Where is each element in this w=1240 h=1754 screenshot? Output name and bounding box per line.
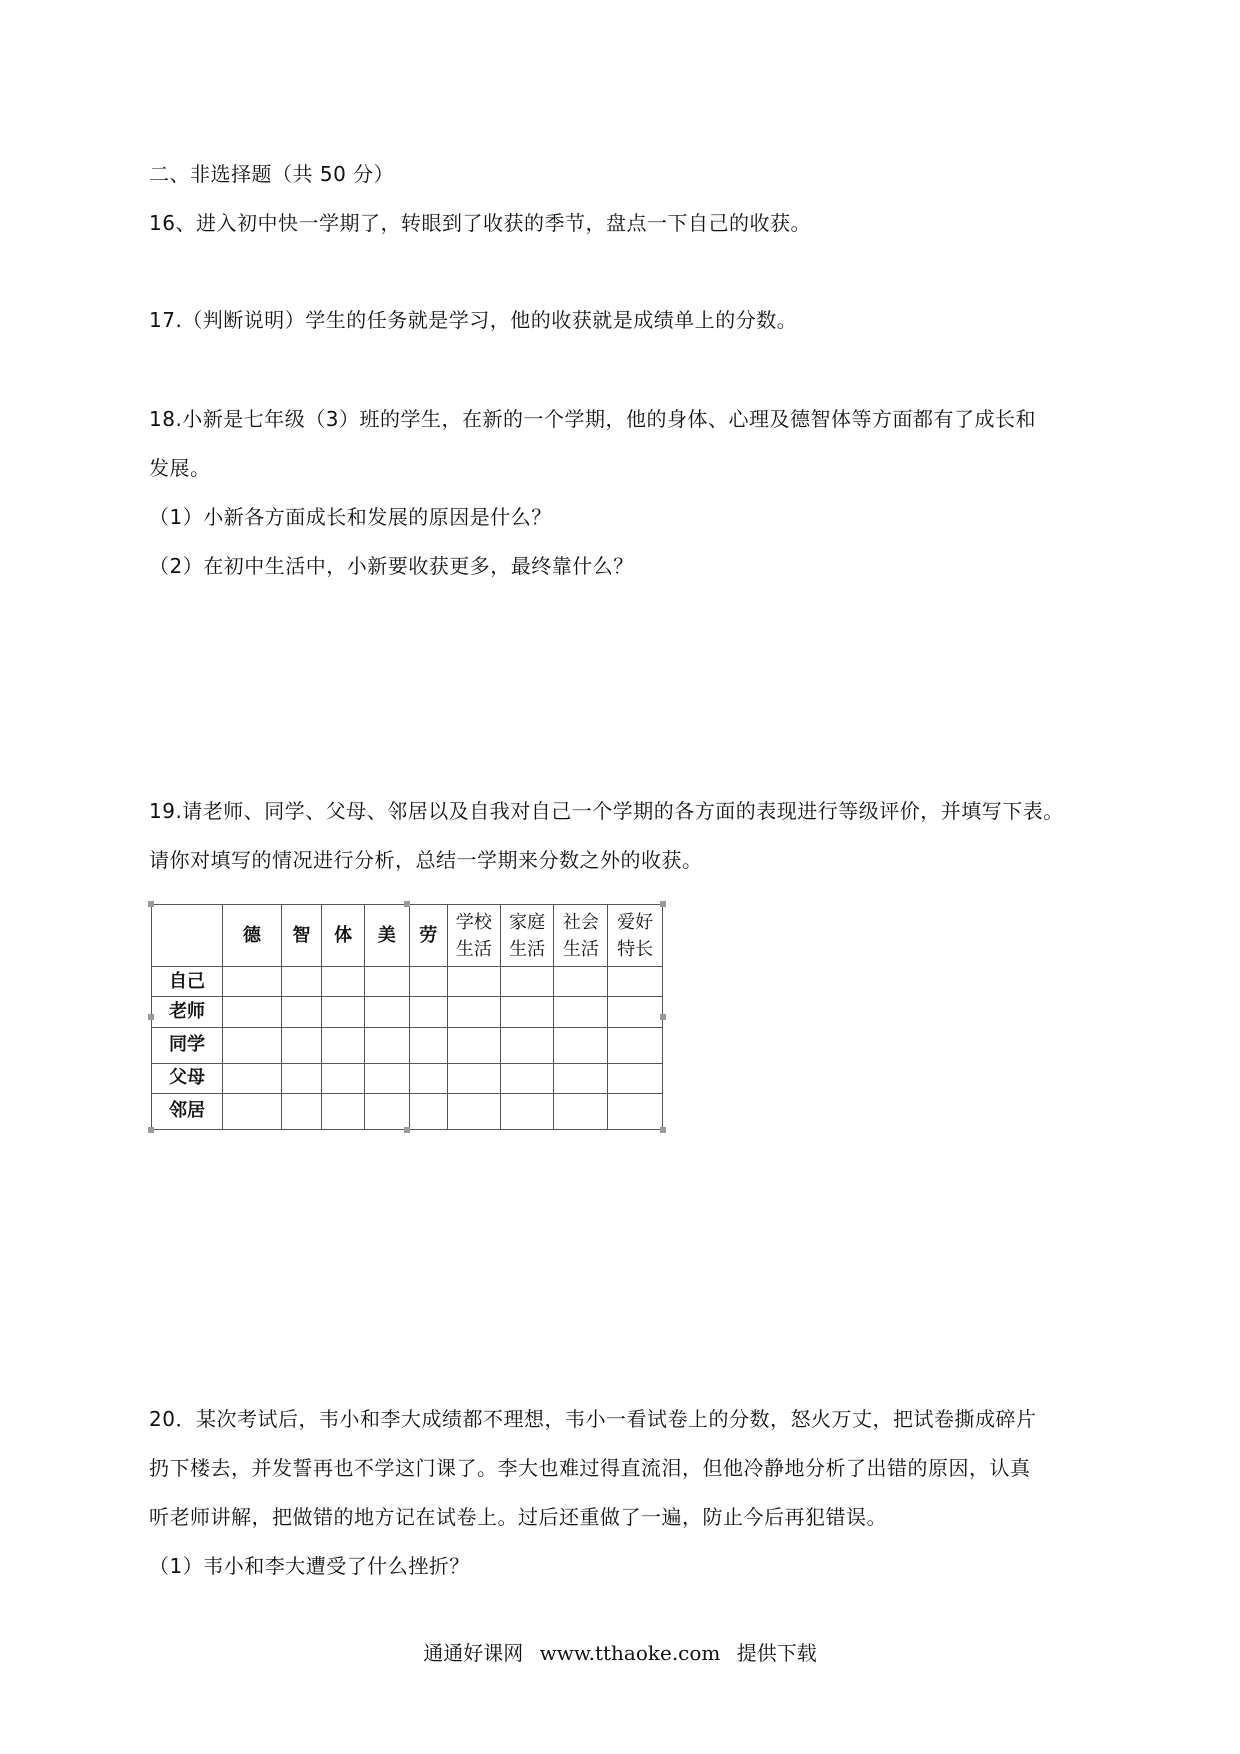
grade-cell[interactable] xyxy=(364,997,409,1027)
table-header-row xyxy=(152,905,663,967)
question-20-line-1: 20．某次考试后，韦小和李大成绩都不理想，韦小一看试卷上的分数，怒火万丈，把试卷撕成碎片 xyxy=(149,1407,1037,1431)
grade-cell[interactable] xyxy=(448,1027,501,1063)
page-footer xyxy=(0,1639,1240,1667)
grade-cell[interactable] xyxy=(409,997,448,1027)
grade-cell[interactable] xyxy=(222,1063,281,1093)
grade-cell[interactable] xyxy=(322,1093,365,1129)
grade-cell[interactable] xyxy=(608,1093,663,1129)
header-de: 德 xyxy=(222,905,281,967)
grade-cell[interactable] xyxy=(409,1063,448,1093)
grade-cell[interactable] xyxy=(500,1093,554,1129)
grade-cell[interactable] xyxy=(608,1027,663,1063)
question-20-line-2: 扔下楼去，并发誓再也不学这门课了。李大也难过得直流泪，但他冷静地分析了出错的原因，认真 xyxy=(149,1456,1031,1480)
grade-cell[interactable] xyxy=(322,997,365,1027)
header-lao: 劳 xyxy=(409,905,448,967)
grade-cell[interactable] xyxy=(409,1093,448,1129)
table-row xyxy=(152,1063,663,1093)
table-row xyxy=(152,1027,663,1063)
grade-cell[interactable] xyxy=(409,1027,448,1063)
grade-cell[interactable] xyxy=(608,967,663,997)
grade-cell[interactable] xyxy=(281,967,322,997)
footer-site-name: 通通好课网 xyxy=(423,1641,524,1665)
grade-cell[interactable] xyxy=(222,1093,281,1129)
resize-handle-middle-right[interactable] xyxy=(660,1014,666,1020)
question-18-line-1: 18.小新是七年级（3）班的学生，在新的一个学期，他的身体、心理及德智体等方面都有了成长和 xyxy=(149,407,1037,431)
header-hobbies: 爱好 特长 xyxy=(608,905,663,967)
grade-cell[interactable] xyxy=(281,997,322,1027)
footer-note: 提供下载 xyxy=(736,1641,817,1665)
header-ti: 体 xyxy=(322,905,365,967)
header-family-life: 家庭 生活 xyxy=(500,905,554,967)
question-19-line-1: 19.请老师、同学、父母、邻居以及自我对自己一个学期的各方面的表现进行等级评价，并填写下表。 xyxy=(149,799,1064,823)
grade-cell[interactable] xyxy=(554,997,608,1027)
resize-handle-bottom-right[interactable] xyxy=(660,1127,666,1133)
grade-cell[interactable] xyxy=(364,1093,409,1129)
resize-handle-middle-left[interactable] xyxy=(148,1014,154,1020)
grade-cell[interactable] xyxy=(448,1093,501,1129)
question-18-sub-2: （2）在初中生活中，小新要收获更多，最终靠什么？ xyxy=(149,554,634,578)
resize-handle-bottom-left[interactable] xyxy=(148,1127,154,1133)
section-title: 二、非选择题（共 50 分） xyxy=(149,162,395,186)
row-label-teacher: 老师 xyxy=(152,997,223,1027)
header-school-life: 学校 生活 xyxy=(448,905,501,967)
question-18-line-2: 发展。 xyxy=(149,456,211,480)
grade-cell[interactable] xyxy=(364,967,409,997)
table-row xyxy=(152,1093,663,1129)
grade-cell[interactable] xyxy=(281,1093,322,1129)
row-label-classmate: 同学 xyxy=(152,1027,223,1063)
grade-cell[interactable] xyxy=(448,1063,501,1093)
header-mei: 美 xyxy=(364,905,409,967)
header-zhi: 智 xyxy=(281,905,322,967)
resize-handle-top-middle[interactable] xyxy=(404,901,410,907)
grade-cell[interactable] xyxy=(322,1063,365,1093)
question-17: 17.（判断说明）学生的任务就是学习，他的收获就是成绩单上的分数。 xyxy=(149,308,798,332)
question-18-sub-1: （1）小新各方面成长和发展的原因是什么？ xyxy=(149,505,552,529)
grade-cell[interactable] xyxy=(554,1063,608,1093)
grade-cell[interactable] xyxy=(500,967,554,997)
resize-handle-top-right[interactable] xyxy=(660,901,666,907)
question-19-line-2: 请你对填写的情况进行分析，总结一学期来分数之外的收获。 xyxy=(149,848,703,872)
resize-handle-top-left[interactable] xyxy=(148,901,154,907)
grade-cell[interactable] xyxy=(448,997,501,1027)
header-social-life: 社会 生活 xyxy=(554,905,608,967)
grade-cell[interactable] xyxy=(608,1063,663,1093)
row-label-neighbor: 邻居 xyxy=(152,1093,223,1129)
grade-cell[interactable] xyxy=(364,1063,409,1093)
question-20-line-3: 听老师讲解，把做错的地方记在试卷上。过后还重做了一遍，防止今后再犯错误。 xyxy=(149,1505,887,1529)
grade-cell[interactable] xyxy=(364,1027,409,1063)
grade-cell[interactable] xyxy=(500,1063,554,1093)
row-label-self: 自己 xyxy=(152,967,223,997)
evaluation-table-container xyxy=(151,904,663,1130)
table-row xyxy=(152,997,663,1027)
grade-cell[interactable] xyxy=(554,967,608,997)
grade-cell[interactable] xyxy=(281,1063,322,1093)
row-label-parents: 父母 xyxy=(152,1063,223,1093)
table-row xyxy=(152,967,663,997)
grade-cell[interactable] xyxy=(222,997,281,1027)
table-corner-cell xyxy=(152,905,223,967)
grade-cell[interactable] xyxy=(448,967,501,997)
resize-handle-bottom-middle[interactable] xyxy=(404,1127,410,1133)
grade-cell[interactable] xyxy=(500,997,554,1027)
question-20-sub-1: （1）韦小和李大遭受了什么挫折？ xyxy=(149,1554,470,1578)
grade-cell[interactable] xyxy=(500,1027,554,1063)
grade-cell[interactable] xyxy=(554,1093,608,1129)
grade-cell[interactable] xyxy=(322,1027,365,1063)
grade-cell[interactable] xyxy=(222,967,281,997)
evaluation-table xyxy=(151,904,663,1130)
grade-cell[interactable] xyxy=(608,997,663,1027)
grade-cell[interactable] xyxy=(554,1027,608,1063)
grade-cell[interactable] xyxy=(322,967,365,997)
question-16: 16、进入初中快一学期了，转眼到了收获的季节，盘点一下自己的收获。 xyxy=(149,211,811,235)
grade-cell[interactable] xyxy=(281,1027,322,1063)
grade-cell[interactable] xyxy=(222,1027,281,1063)
footer-url[interactable]: www.tthaoke.com xyxy=(539,1641,721,1665)
grade-cell[interactable] xyxy=(409,967,448,997)
